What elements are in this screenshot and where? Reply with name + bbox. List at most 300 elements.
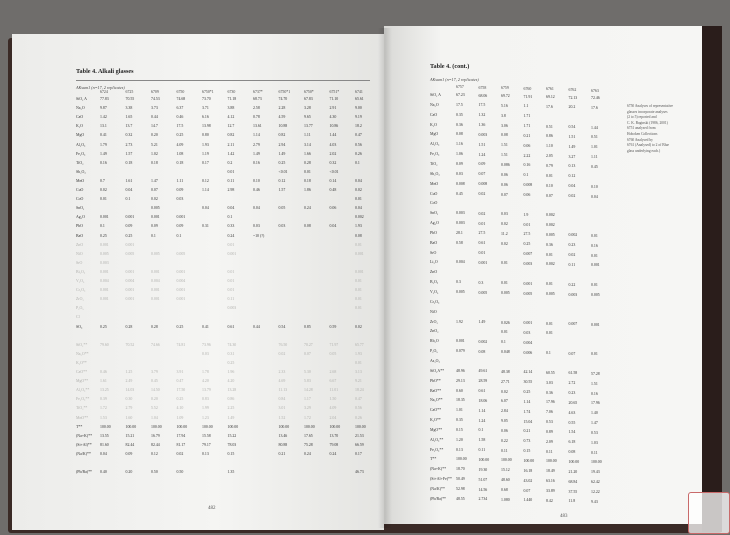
cell-value: 0.45: [591, 164, 598, 169]
cell-value: 74.66: [151, 342, 160, 347]
table-row: [430, 448, 614, 454]
cell-value: 17.5: [176, 124, 184, 129]
cell-value: 6.07: [501, 399, 508, 404]
cell-value: 19.30: [478, 467, 488, 472]
cell-value: 0.09: [151, 224, 158, 229]
row-label: (Na+K)**: [430, 467, 447, 472]
table-row: [76, 224, 381, 230]
cell-value: 1.04: [151, 415, 158, 420]
cell-value: 0.001: [100, 269, 109, 274]
cell-value: 73.70: [202, 97, 211, 101]
cell-value: 0.11: [591, 450, 598, 455]
row-label: PbO**: [430, 378, 441, 383]
cell-value: 0.23: [568, 243, 576, 248]
table-row: [76, 352, 381, 358]
cell-value: 0.24: [304, 451, 311, 456]
cell-value: 0.3: [456, 280, 461, 285]
cell-value: 0.02: [355, 324, 362, 329]
cell-value: 70.27: [304, 342, 313, 347]
cell-value: 0.004: [151, 279, 160, 283]
cell-value: 1.72: [100, 406, 107, 411]
note-line: glass underlying each.): [627, 148, 661, 153]
cell-value: 67.23: [456, 93, 465, 97]
cell-value: 0.001: [151, 215, 160, 220]
page-number: 482: [208, 506, 216, 511]
cell-value: 0.46: [176, 115, 184, 120]
cell-value: 1.57: [278, 188, 286, 192]
cell-value: 17.5: [456, 102, 463, 107]
cell-value: 0.11: [568, 262, 576, 267]
table-title: Table 4. Alkali glasses: [76, 68, 134, 75]
cell-value: 50.49: [456, 477, 465, 482]
row-label: Rb₂O: [430, 339, 439, 344]
cell-value: 70.55: [125, 97, 135, 101]
cell-value: 1.32: [478, 113, 486, 118]
cell-value: 2.28: [278, 106, 286, 111]
table-notes: [627, 104, 673, 154]
cell-value: 0.01: [546, 331, 553, 336]
table-row: [76, 452, 381, 458]
cell-value: 0.33: [227, 224, 235, 229]
cell-value: 0.16: [591, 391, 598, 396]
row-label: Al₂O₃: [430, 142, 440, 147]
cell-value: 27.71: [501, 379, 510, 384]
cell-value: 1.17: [304, 397, 311, 402]
cell-value: 0.001: [176, 297, 186, 302]
cell-value: 14.28: [304, 388, 313, 393]
cell-value: 68.84: [568, 479, 578, 484]
table-row: [76, 288, 381, 294]
cell-value: 3.28: [304, 106, 311, 111]
cell-value: 27.5: [523, 232, 531, 237]
cell-value: 15.22: [227, 433, 237, 438]
cell-value: 0.59: [329, 324, 337, 329]
cell-value: 0.01: [355, 242, 362, 247]
cell-value: 1.440: [523, 498, 533, 503]
cell-value: 71.10: [329, 97, 339, 101]
cell-value: 17.96: [591, 401, 600, 406]
cell-value: 18.06: [478, 398, 488, 403]
row-label: PbO: [430, 230, 437, 235]
cell-value: 0.001: [125, 215, 135, 220]
row-label: P₂O₅: [430, 349, 438, 354]
table-row: [76, 370, 381, 376]
cell-value: 1.11: [176, 178, 184, 183]
cell-value: 0.02: [501, 222, 508, 227]
cell-value: 13.1: [100, 124, 107, 129]
cell-value: 2.91: [329, 106, 337, 111]
cell-value: 0.02: [478, 211, 486, 216]
cell-value: 0.01: [355, 288, 362, 293]
cell-value: 1.47: [591, 421, 598, 426]
row-label: CuO: [76, 188, 84, 192]
cell-value: 0.47: [355, 133, 362, 138]
cell-value: 0.003: [100, 260, 109, 265]
cell-value: 13.7: [125, 124, 133, 129]
cell-value: 0.003: [478, 132, 488, 137]
cell-value: 68.73: [253, 97, 262, 101]
cell-value: 1.080: [501, 497, 510, 502]
cell-value: 21.53: [355, 433, 364, 438]
cell-value: 15.12: [501, 468, 510, 473]
cell-value: 0.22: [501, 438, 508, 443]
cell-value: 3.29: [304, 406, 311, 411]
cell-value: 1.44: [591, 125, 598, 130]
cell-value: 0.001: [151, 297, 160, 302]
cell-value: 1.49: [253, 151, 260, 156]
cell-value: 9.87: [100, 106, 107, 111]
row-label: SiO₂ A: [430, 93, 441, 97]
cell-value: 65.77: [355, 342, 364, 347]
cell-value: 0.08: [304, 224, 311, 229]
cell-value: 0.01: [546, 321, 553, 326]
cell-value: 15.04: [523, 419, 533, 424]
cell-value: 0.47: [176, 379, 184, 384]
cell-value: 63.16: [546, 479, 555, 484]
cell-value: 2.04: [329, 415, 337, 420]
cell-value: 0.01: [478, 251, 486, 256]
cell-value: 0.44: [151, 115, 158, 120]
cell-value: 0.01: [227, 169, 235, 174]
row-label: Na₂O: [430, 102, 439, 107]
table-row: [430, 418, 614, 424]
table-row: [430, 231, 614, 237]
cell-value: 1.49: [278, 151, 286, 156]
table-row: [76, 416, 381, 422]
row-label: ZnO₂: [430, 329, 439, 334]
cell-value: 100.00: [546, 459, 557, 464]
cell-value: 3.71: [202, 106, 209, 111]
cell-value: 0.1: [355, 160, 360, 165]
table-row: [76, 188, 381, 194]
cell-value: 0.36: [546, 390, 553, 395]
cell-value: 1.51: [501, 143, 508, 148]
table-row: [430, 221, 614, 227]
cell-value: 0.11: [227, 178, 235, 183]
table-row: [430, 201, 614, 207]
table-row: [76, 152, 381, 158]
cell-value: 0.08: [478, 349, 486, 354]
cell-value: 0.01: [355, 197, 362, 202]
cell-value: 1.93: [355, 224, 362, 229]
cell-value: 1.49: [478, 320, 486, 325]
cell-value: 74.68: [176, 97, 186, 101]
cell-value: 14.50: [151, 388, 160, 393]
cell-value: 0.004: [176, 279, 186, 283]
row-label: (Pb/Ba)**: [430, 496, 446, 501]
table-row: [430, 329, 614, 335]
cell-value: 0.32: [329, 160, 337, 165]
row-label: K₂O: [430, 122, 437, 127]
cell-value: 0.21: [523, 133, 531, 138]
table-row: [76, 234, 381, 240]
cell-value: 0.01: [100, 197, 107, 202]
table-row: [76, 315, 381, 321]
row-label: MgO**: [76, 379, 89, 384]
cell-value: 0.001: [100, 288, 109, 293]
cell-value: 52.98: [456, 487, 465, 491]
cell-value: 1.42: [227, 151, 235, 156]
cell-value: 0.01: [546, 173, 553, 178]
cell-value: 0.35: [456, 418, 463, 423]
cell-value: 0.04: [227, 206, 235, 211]
cell-value: 0.14: [329, 178, 337, 183]
table-row: [430, 359, 614, 365]
row-label: Ag₂O: [76, 215, 85, 220]
cell-value: 0.35: [456, 112, 463, 117]
cell-value: 0.11: [501, 448, 508, 453]
cell-value: 0.60: [456, 388, 463, 393]
cell-value: 0.04: [591, 194, 598, 199]
cell-value: 0.002: [546, 213, 555, 218]
cell-value: 1.66: [304, 151, 311, 156]
row-label: CoO: [76, 197, 84, 202]
cell-value: 1.40: [591, 411, 598, 416]
cell-value: 5.52: [151, 406, 158, 411]
cell-value: 70.52: [125, 342, 135, 347]
cell-value: 0.04: [355, 178, 362, 183]
cell-value: 0.03: [278, 224, 286, 229]
table-row: [76, 397, 381, 403]
cell-value: 81.17: [176, 442, 186, 447]
cell-value: 0.01: [227, 269, 235, 274]
row-label: Sb₂O₃: [76, 169, 86, 174]
cell-value: 0.06: [523, 193, 531, 197]
table-row: [430, 113, 614, 119]
cell-value: 1.92: [456, 319, 463, 324]
cell-value: 76.50: [278, 342, 288, 347]
cell-value: 0.04: [568, 184, 576, 189]
cell-value: 0.1: [546, 351, 551, 356]
cell-value: 1.11: [304, 133, 311, 138]
cell-value: 0.53: [546, 420, 553, 425]
cell-value: 27.5: [478, 231, 486, 236]
cell-value: 0.24: [227, 233, 235, 238]
row-label: Fe₂O₃: [430, 152, 440, 157]
cell-value: 3.01: [278, 406, 286, 411]
row-label: CoO: [430, 201, 438, 206]
note-line: 6761 (Analysed) to 2 of Blue: [627, 143, 670, 148]
cell-value: 0.09: [478, 162, 486, 167]
cell-value: 0.086: [501, 162, 510, 167]
table-row: [430, 280, 614, 286]
cell-value: 100.00: [304, 424, 315, 429]
cell-value: 0.02: [568, 194, 576, 198]
cell-value: 0.005: [478, 290, 488, 295]
table-row: [76, 279, 381, 285]
cell-value: 0.20: [125, 470, 133, 475]
note-line: Hoboken Collections: [627, 131, 658, 136]
cell-value: 2.02: [329, 151, 337, 156]
cell-value: 0.001: [125, 288, 135, 293]
cell-value: 0.002: [568, 233, 578, 238]
cell-value: 0.07: [546, 193, 553, 198]
cell-value: 0.55: [568, 420, 576, 425]
cell-value: 48.60: [501, 478, 510, 483]
row-label: T**: [430, 457, 437, 462]
cell-value: 1.51: [591, 381, 598, 386]
cell-value: 0.31: [202, 224, 209, 229]
cell-value: 1.35: [227, 470, 235, 475]
cell-value: 0.21: [523, 429, 531, 434]
cell-value: 1.74: [523, 409, 531, 414]
cell-value: <0.01: [329, 169, 339, 174]
cell-value: 0.36: [546, 242, 553, 247]
table-row: [430, 349, 614, 355]
cell-value: 0.09: [176, 224, 184, 229]
cell-value: 0.07: [523, 488, 531, 493]
cell-value: 67.83: [304, 97, 313, 101]
cell-value: 3.27: [568, 154, 576, 159]
cell-value: 80.88: [278, 442, 288, 447]
cell-value: 15.21: [125, 433, 135, 438]
row-label: MgO: [430, 132, 439, 137]
cell-value: 0.004: [100, 279, 109, 283]
cell-value: 4.59: [278, 115, 286, 120]
column-header: 6730: [227, 90, 236, 94]
row-label: Fe₂O₃: [76, 151, 86, 156]
cell-value: 0.08: [501, 133, 508, 138]
cell-value: 0.001: [151, 269, 160, 274]
cell-value: 0.15: [227, 451, 235, 456]
row-label: SiO₂A**: [430, 368, 445, 373]
cell-value: 1.53: [100, 415, 107, 420]
cell-value: 68.06: [478, 93, 488, 98]
cell-value: 2.25: [227, 406, 235, 411]
page-number: 483: [560, 514, 568, 519]
table-row: [76, 124, 381, 130]
cell-value: 2.79: [125, 406, 133, 411]
cell-value: 14.56: [478, 487, 488, 492]
cell-value: 0.001: [100, 242, 109, 247]
cell-value: 0.45: [456, 191, 463, 196]
cell-value: 16.79: [151, 433, 160, 438]
cell-value: 71.97: [329, 342, 339, 347]
row-label: K₂O**: [430, 418, 441, 423]
cell-value: 0.12: [568, 174, 576, 179]
cell-value: 0.16: [253, 160, 260, 165]
cell-value: 0.06: [501, 182, 508, 187]
cell-value: 17.6: [591, 105, 598, 110]
cell-value: 1.78: [202, 370, 209, 374]
cell-value: 0.13: [202, 451, 209, 456]
cell-value: 0.28: [151, 324, 158, 329]
row-label: SiO₂ A: [76, 97, 87, 101]
cell-value: 0.02: [355, 188, 362, 192]
cell-value: 11.01: [329, 388, 339, 393]
cell-value: 6.16: [202, 115, 209, 120]
cell-value: 82.44: [151, 442, 160, 447]
table-row: [430, 369, 614, 375]
row-label: MgO: [76, 133, 85, 138]
cell-value: 0.25: [176, 133, 184, 138]
cell-value: 0.03: [202, 351, 209, 356]
cell-value: 14.03: [125, 388, 135, 393]
unit-note: AKsum1 (n=17, 2 replicates): [430, 77, 479, 82]
cell-value: 0.01: [227, 242, 235, 247]
cell-value: 60.55: [546, 370, 555, 375]
cell-value: 0.02: [176, 451, 184, 456]
cell-value: 0.09: [176, 188, 184, 192]
table-row: [76, 170, 381, 176]
cell-value: 0.51: [546, 124, 553, 129]
cell-value: 0.44: [253, 324, 260, 329]
cell-value: 1.09: [176, 415, 184, 420]
row-label: B₂O₃: [430, 280, 439, 285]
cell-value: 0.001: [125, 269, 135, 274]
cell-value: 0.06: [501, 428, 508, 433]
cell-value: 0.10: [253, 178, 260, 183]
column-header: 6725: [125, 90, 134, 94]
cell-value: 0.24: [329, 451, 337, 456]
cell-value: 100.00: [176, 424, 188, 429]
row-label: Al₂O₃**: [76, 388, 90, 393]
cell-value: 71.18: [227, 97, 237, 101]
cell-value: 0.25: [278, 160, 286, 165]
cell-value: 0.05: [278, 206, 286, 211]
column-header: 6761: [546, 87, 554, 92]
row-label: MgO**: [430, 427, 443, 432]
cell-value: 0.15: [523, 449, 531, 454]
table-row: [76, 261, 381, 267]
cell-value: 0.13: [568, 164, 576, 169]
cell-value: 0.20: [151, 133, 158, 138]
table-row: [430, 408, 614, 414]
cell-value: 0.54: [568, 125, 576, 130]
table-row: [430, 477, 614, 483]
row-label: NiO: [430, 309, 437, 314]
cell-value: 1.01: [591, 145, 598, 150]
cell-value: 14.7: [151, 124, 158, 129]
cell-value: 3.03: [546, 380, 553, 385]
cell-value: 0.07: [304, 351, 311, 356]
cell-value: 0.30: [125, 397, 133, 402]
row-label: Sb₂O₃: [430, 171, 440, 176]
cell-value: 51.07: [478, 477, 488, 482]
cell-value: 0.18: [125, 160, 133, 165]
cell-value: ~10 (?): [253, 233, 265, 238]
cell-value: 4.09: [329, 406, 337, 411]
cell-value: 28.1: [456, 230, 463, 235]
cell-value: 0.25: [227, 360, 235, 365]
cell-value: 72.46: [591, 96, 600, 100]
row-label: BaO: [76, 233, 84, 238]
cell-value: 1.50: [329, 397, 337, 402]
cell-value: 1.47: [151, 178, 158, 183]
cell-value: 0.04: [125, 188, 133, 192]
cell-value: 0.09: [456, 161, 463, 166]
cell-value: 0.25: [100, 324, 107, 329]
cell-value: 0.07: [501, 192, 508, 197]
cell-value: 0.001: [125, 242, 135, 247]
cell-value: 0.18: [151, 160, 158, 165]
cell-value: 10.88: [278, 124, 288, 129]
cell-value: 9.19: [355, 115, 362, 120]
cell-value: 3.06: [501, 123, 508, 128]
table-row: [76, 179, 381, 185]
cell-value: 0.18: [304, 178, 311, 183]
cell-value: 0.11: [546, 449, 553, 454]
cell-value: 2.73: [125, 142, 133, 147]
column-header: 6751*: [329, 90, 340, 94]
cell-value: 0.26: [355, 415, 362, 420]
cell-value: 3.73: [151, 106, 158, 111]
cell-value: 4.63: [568, 410, 576, 415]
cell-value: 0.03: [456, 171, 463, 176]
table-row: [76, 406, 381, 412]
cell-value: 0.001: [227, 251, 237, 256]
column-header: 6762: [568, 88, 577, 92]
